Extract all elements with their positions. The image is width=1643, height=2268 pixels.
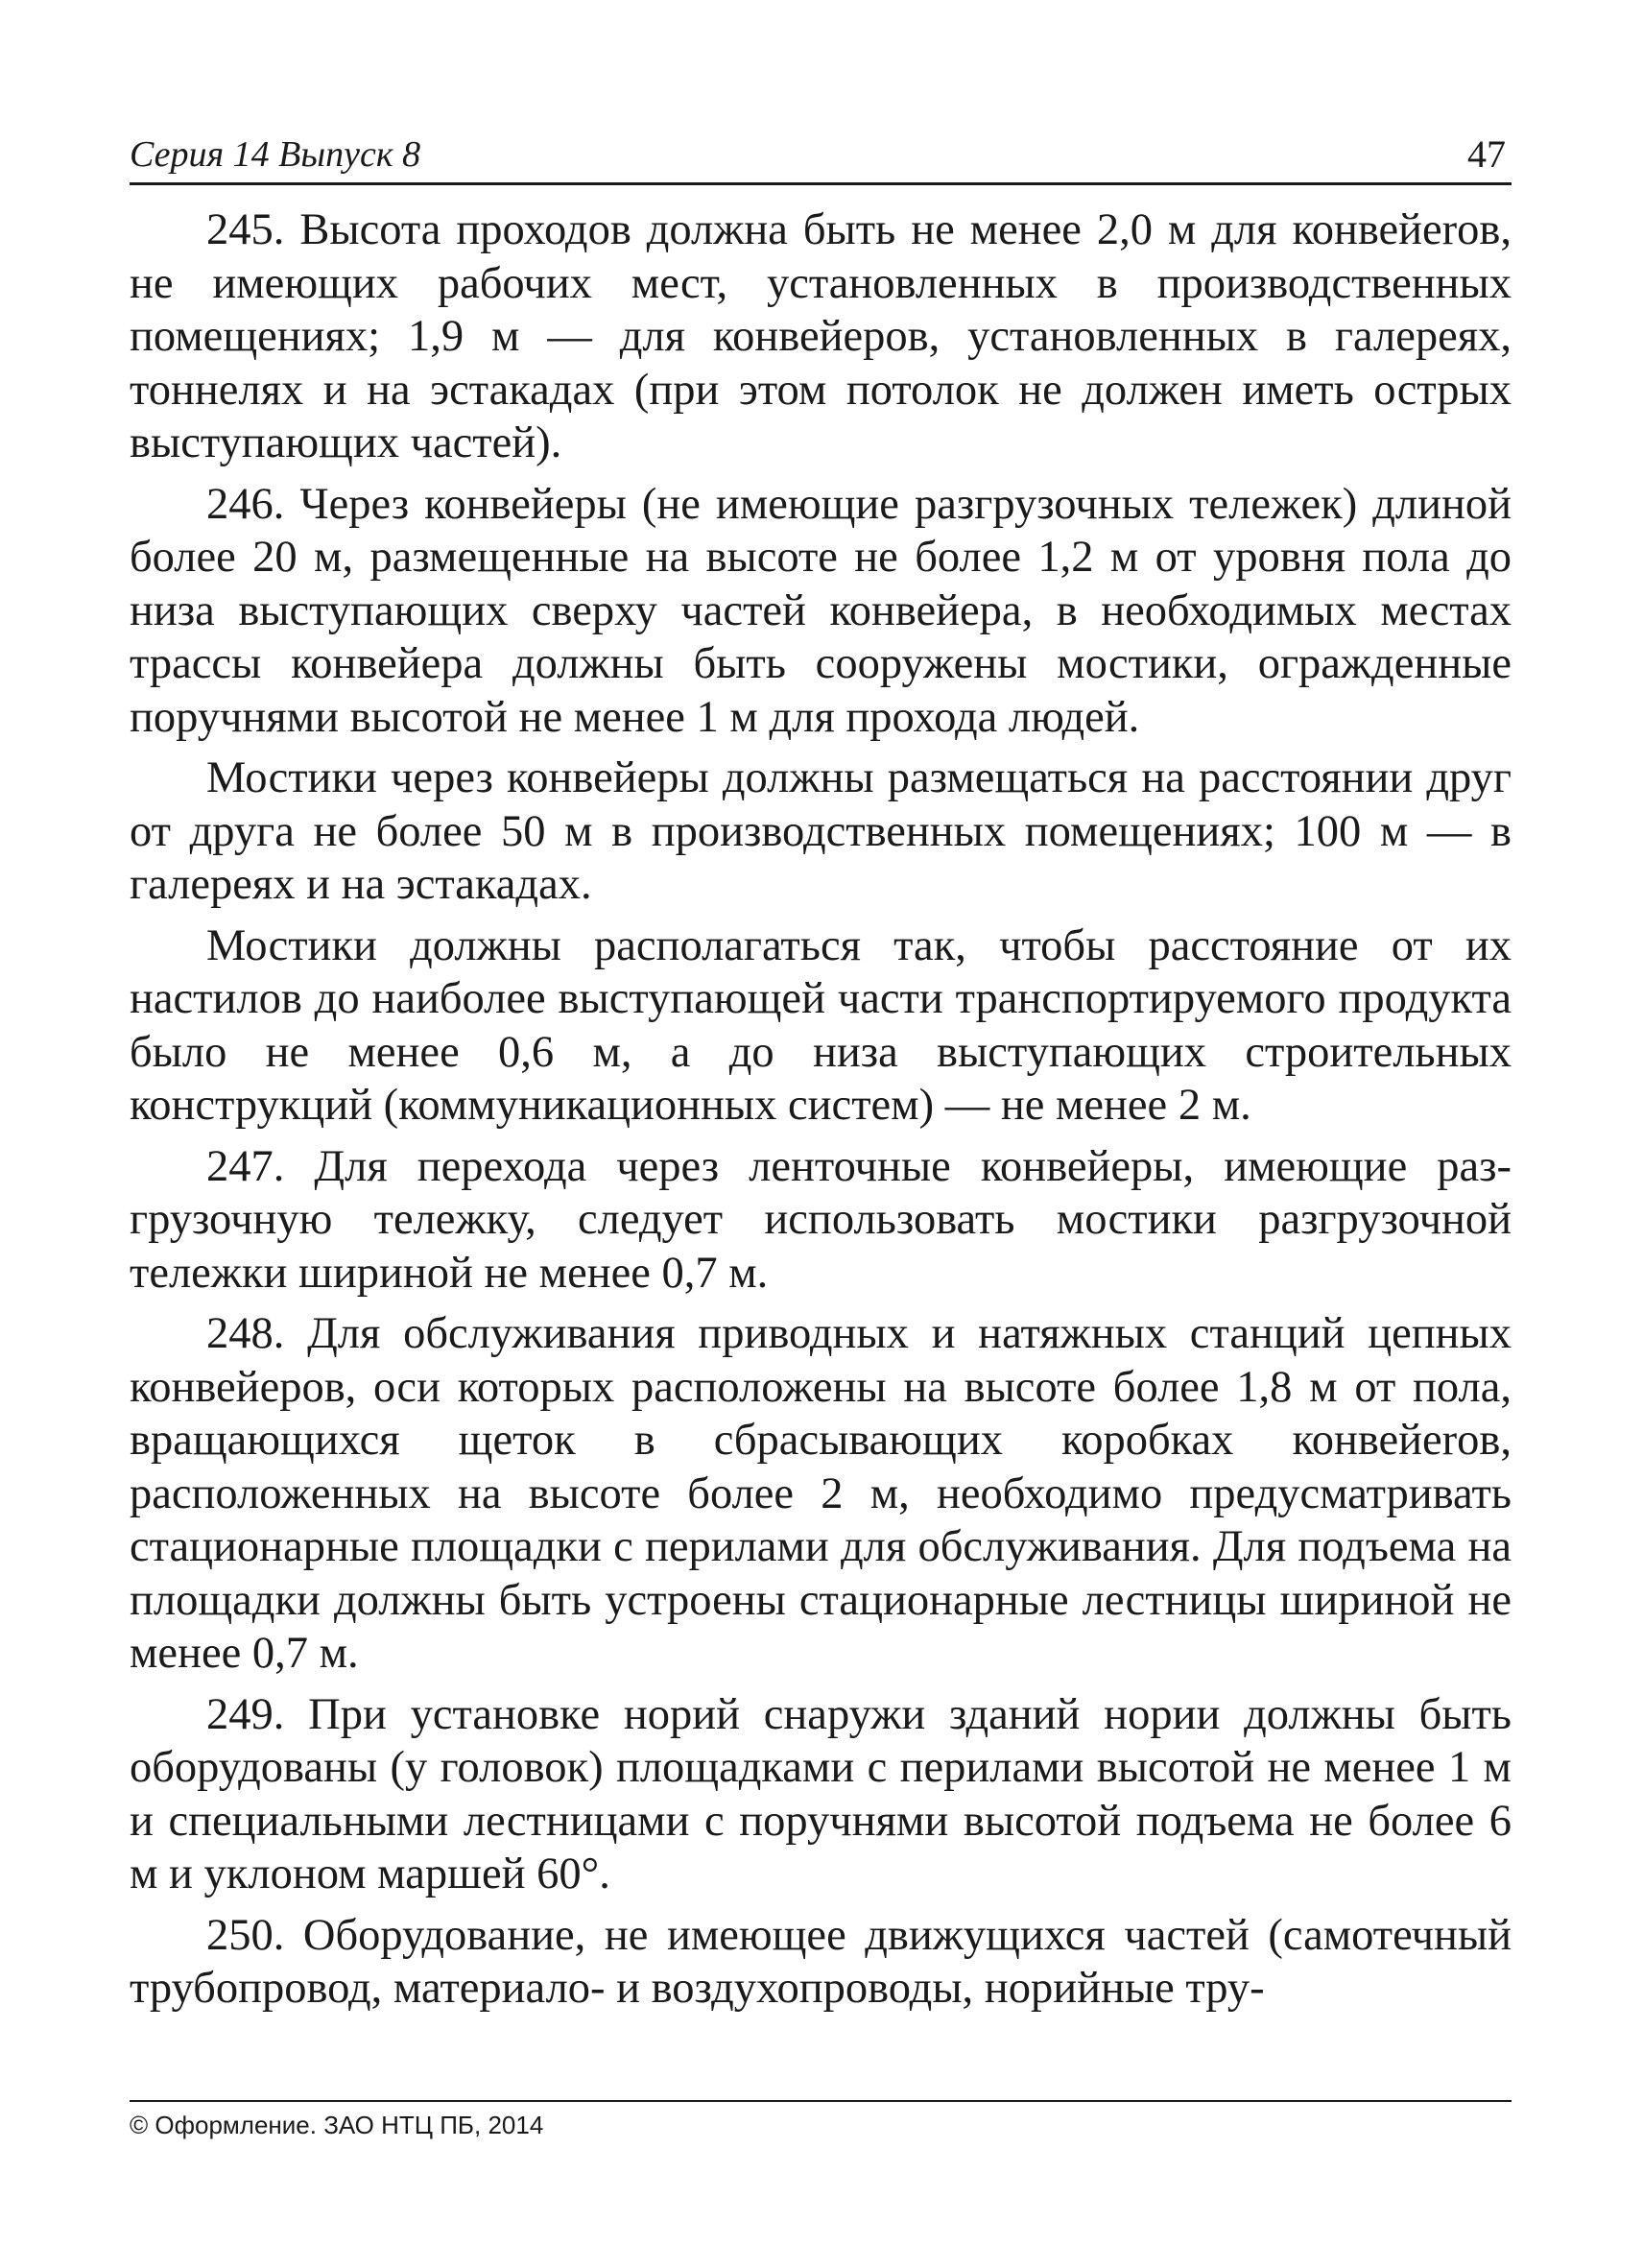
paragraph-250: 250. Оборудование, не имеющее движущихся частей (самотечный трубопровод, материало- и воздухопроводы, норийные тру-: [130, 1910, 1512, 2013]
page-footer: [130, 2100, 1512, 2142]
paragraph-249: 249. При установке норий снаружи зданий нории должны быть оборудованы (у головок) площадками с перилами высотой не менее 1 м и специальными лестницами с поручнями высотой подъема не более 6 м и уклоном маршей 60°.: [130, 1689, 1512, 1898]
page-number: 47: [1467, 132, 1506, 176]
page-header: [130, 132, 1512, 185]
copyright-notice: © Оформление. ЗАО НТЦ ПБ, 2014: [130, 2111, 544, 2139]
paragraph-248: 248. Для обслуживания приводных и натяжных станций цепных конвейеров, оси которых расположены на высоте более 1,8 м от пола, вращающихся щеток в сбрасывающих коробках конвейerов, расположенных на высоте более 2 м, необходимо предусматривать стационарные площадки с перилами для обслуживания. Для подъема на площадки должны быть устроены стационарные лестницы шириной не менее 0,7 м.: [130, 1309, 1512, 1678]
page-body: [130, 203, 1512, 2016]
paragraph-247: 247. Для перехода через ленточные конвейеры, имеющие разгрузочную тележку, следует использовать мостики разгрузочной тележки шириной не менее 0,7 м.: [130, 1141, 1512, 1298]
paragraph-246-bridges-placement: Мостики должны располагаться так, чтобы расстояние от их настилов до наиболее выступающей части транспортируемого продукта было не менее 0,6 м, а до низа выступающих строительных конструкций (коммуникационных систем) — не менее 2 м.: [130, 920, 1512, 1130]
paragraph-246-bridges-spacing: Мостики через конвейеры должны размещаться на расстоянии друг от друга не более 50 м в производственных помещениях; 100 м — в галереях и на эстакадах.: [130, 753, 1512, 909]
series-title: Серия 14 Выпуск 8: [130, 134, 421, 175]
paragraph-245: 245. Высота проходов должна быть не менее 2,0 м для конвейerов, не имеющих рабочих мест, установленных в производственных помещениях; 1,9 м — для конвейеров, установленных в галереях, тоннелях и на эстакадах (при этом потолок не должен иметь острых выступающих частей).: [130, 205, 1512, 467]
paragraph-246: 246. Через конвейеры (не имеющие разгрузочных тележек) длиной более 20 м, размещенные на высоте не более 1,2 м от уровня пола до низа выступающих сверху частей конвейера, в необходимых местах трассы конвейера должны быть сооружены мостики, огражденные поручнями высотой не менее 1 м для прохода людей.: [130, 479, 1512, 742]
